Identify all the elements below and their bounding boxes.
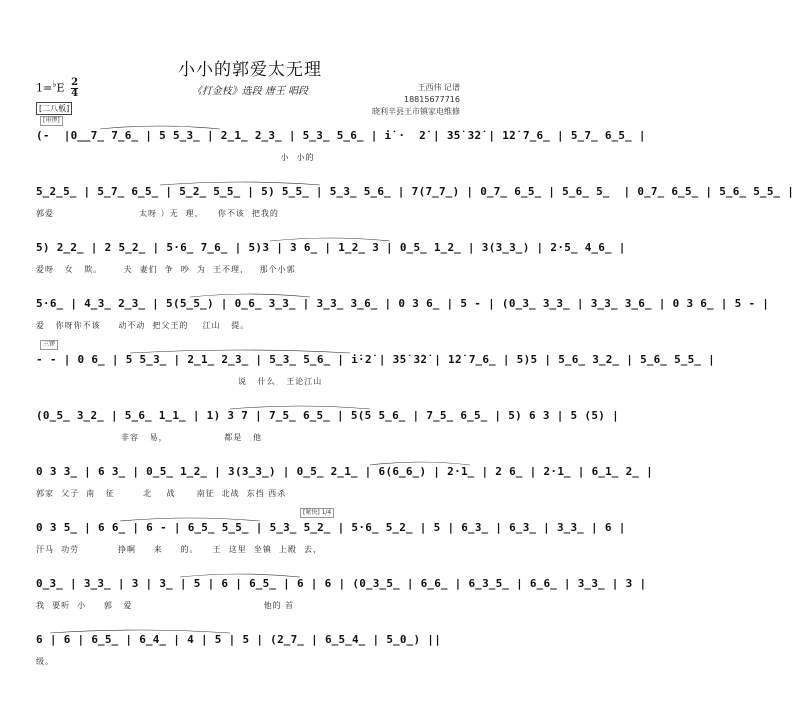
lyrics: 我 要听 小 郭 爱 他的 首 — [36, 601, 295, 610]
tempo-marking: [二八板] — [36, 102, 72, 115]
score-line — [0, 116, 646, 176]
notes: 0̲3̲ | 3̲3̲ | 3 | 3̲ | 5 | 6 | 6̲5̲ | 6 | 6 | (0̲3̲5̲ | 6̲6̲ | 6̲3̲5̲ | 6̲6̲ | 3̲3̲ | 3 | — [36, 577, 647, 590]
lyrics: 小 小的 — [36, 153, 315, 162]
lyrics: 爱呀 女 欺。 夫 妻们 争 吵 为 王不理， 那个小郭 — [36, 265, 296, 274]
lyrics: 级。 — [36, 657, 54, 666]
lyrics: 郭爱 太呀 ）无 理， 你不该 把我的 — [36, 209, 279, 218]
line-mark: [紧快] 1/4 — [300, 508, 334, 518]
score-line — [0, 396, 620, 456]
time-beats: 2 — [71, 77, 79, 88]
notes: 5·6̲ | 4̲3̲ 2̲3̲ | 5(5̲5̲) | 0̲6̲ 3̲3̲ | 3̲3̲ 3̲6̲ | 0 3 6̲ | 5 - | (0̲3̲ 3̲3̲ | 3̲3̲ 3̲6̲ | 0 3 6̲ | 5 - | — [36, 297, 770, 310]
credit-place: 晓利辛县王市镇家电维修 — [372, 107, 460, 116]
credit-transcriber: 王西伟 记谱 — [417, 83, 460, 92]
page-title: 小小的郭爱太无理 — [178, 60, 322, 80]
score-line — [0, 452, 654, 512]
key-prefix: 1= — [36, 81, 53, 95]
lyrics: 汗马 功劳 挣啊 来 的。 王 这里 坐镇 上殿 去， — [36, 545, 323, 554]
notes: 5̲2̲5̲ | 5̲7̲ 6̲5̲ | 5̲2̲ 5̲5̲ | 5) 5̲5̲ | 5̲3̲ 5̲6̲ | 7(7̲7̲) | 0̲7̲ 6̲5̲ | 5̲6̲ 5̲ | 0̲7̲ 6̲5̲ | 5̲6̲ 5̲5̲ | — [36, 185, 794, 198]
score-line — [0, 284, 770, 344]
score-line — [0, 228, 626, 288]
key-note: E — [56, 81, 65, 95]
time-unit: 4 — [71, 88, 79, 99]
notes: (0̲5̲ 3̲2̲ | 5̲6̲ 1̲1̲ | 1) 3 7 | 7̲5̲ 6̲5̲ | 5(5 5̲6̲ | 7̲5̲ 6̲5̲ | 5) 6 3 | 5 (5) | — [36, 409, 620, 422]
notes: 5) 2̲2̲ | 2 5̲2̲ | 5·6̲ 7̲6̲ | 5)3 | 3 6̲ | 1̲2̲ 3 | 0̲5̲ 1̲2̲ | 3(3̲3̲) | 2·5̲ 4̲6̲ | — [36, 241, 626, 254]
lyrics: 非容 易， 都是 他 — [36, 433, 262, 442]
notes: 6 | 6 | 6̲5̲ | 6̲4̲ | 4 | 5 | 5 | (2̲7̲ | 6̲5̲4̲ | 5̲0̲) || — [36, 633, 442, 646]
score-line — [0, 340, 716, 400]
notes: 0 3 5̲ | 6 6̲ | 6 - | 6̲5̲ 5̲5̲ | 5̲3̲ 5̲2̲ | 5·6̲ 5̲2̲ | 5 | 6̲3̲ | 6̲3̲ | 3̲3̲ | 6 | — [36, 521, 626, 534]
score-line — [0, 564, 647, 624]
notes: - - | 0 6̲ | 5 5̲3̲ | 2̲1̲ 2̲3̲ | 5̲3̲ 5̲6̲ | i̇·2̇ | 3̇5̇ 3̇2̇ | 1̇2̇ 7̲6̲ | 5)5 | 5̲6̲ 3̲2̲ | 5̲6̲ 5̲5̲ | — [36, 353, 716, 366]
score-line — [0, 508, 626, 568]
line-mark: 三锣 — [40, 340, 58, 350]
lyrics: 郭家 父子 南 征 北 战 南征 北战 东挡 西杀 — [36, 489, 287, 498]
score-line — [0, 172, 794, 232]
lyrics: 爱 你呀你不该 动不动 把父王的 江山 提。 — [36, 321, 250, 330]
line-mark: [串锣] — [40, 116, 63, 126]
credits — [372, 82, 460, 118]
credit-phone: 18815677716 — [404, 95, 460, 104]
flat-sign: ♭ — [52, 78, 57, 90]
notes: (- |0̲̲7̲ 7̲6̲ | 5 5̲3̲ | 2̲1̲ 2̲3̲ | 5̲3̲ 5̲6̲ | i̇ · 2̇ | 3̇5̇ 3̇2̇ | 1̇2̇ 7̲6̲ | 5̲7̲ 6̲5̲ | — [36, 129, 646, 142]
notes: 0 3 3̲ | 6 3̲ | 0̲5̲ 1̲2̲ | 3(3̲3̲) | 0̲5̲ 2̲1̲ | 6(6̲6̲) | 2·1̲ | 2 6̲ | 2·1̲ | 6̲1̲ 2̲ | — [36, 465, 654, 478]
subtitle: 《打金枝》选段 唐王 唱段 — [191, 86, 309, 97]
lyrics: 说 什么 王论江山 — [36, 377, 323, 386]
score-line — [0, 620, 500, 680]
